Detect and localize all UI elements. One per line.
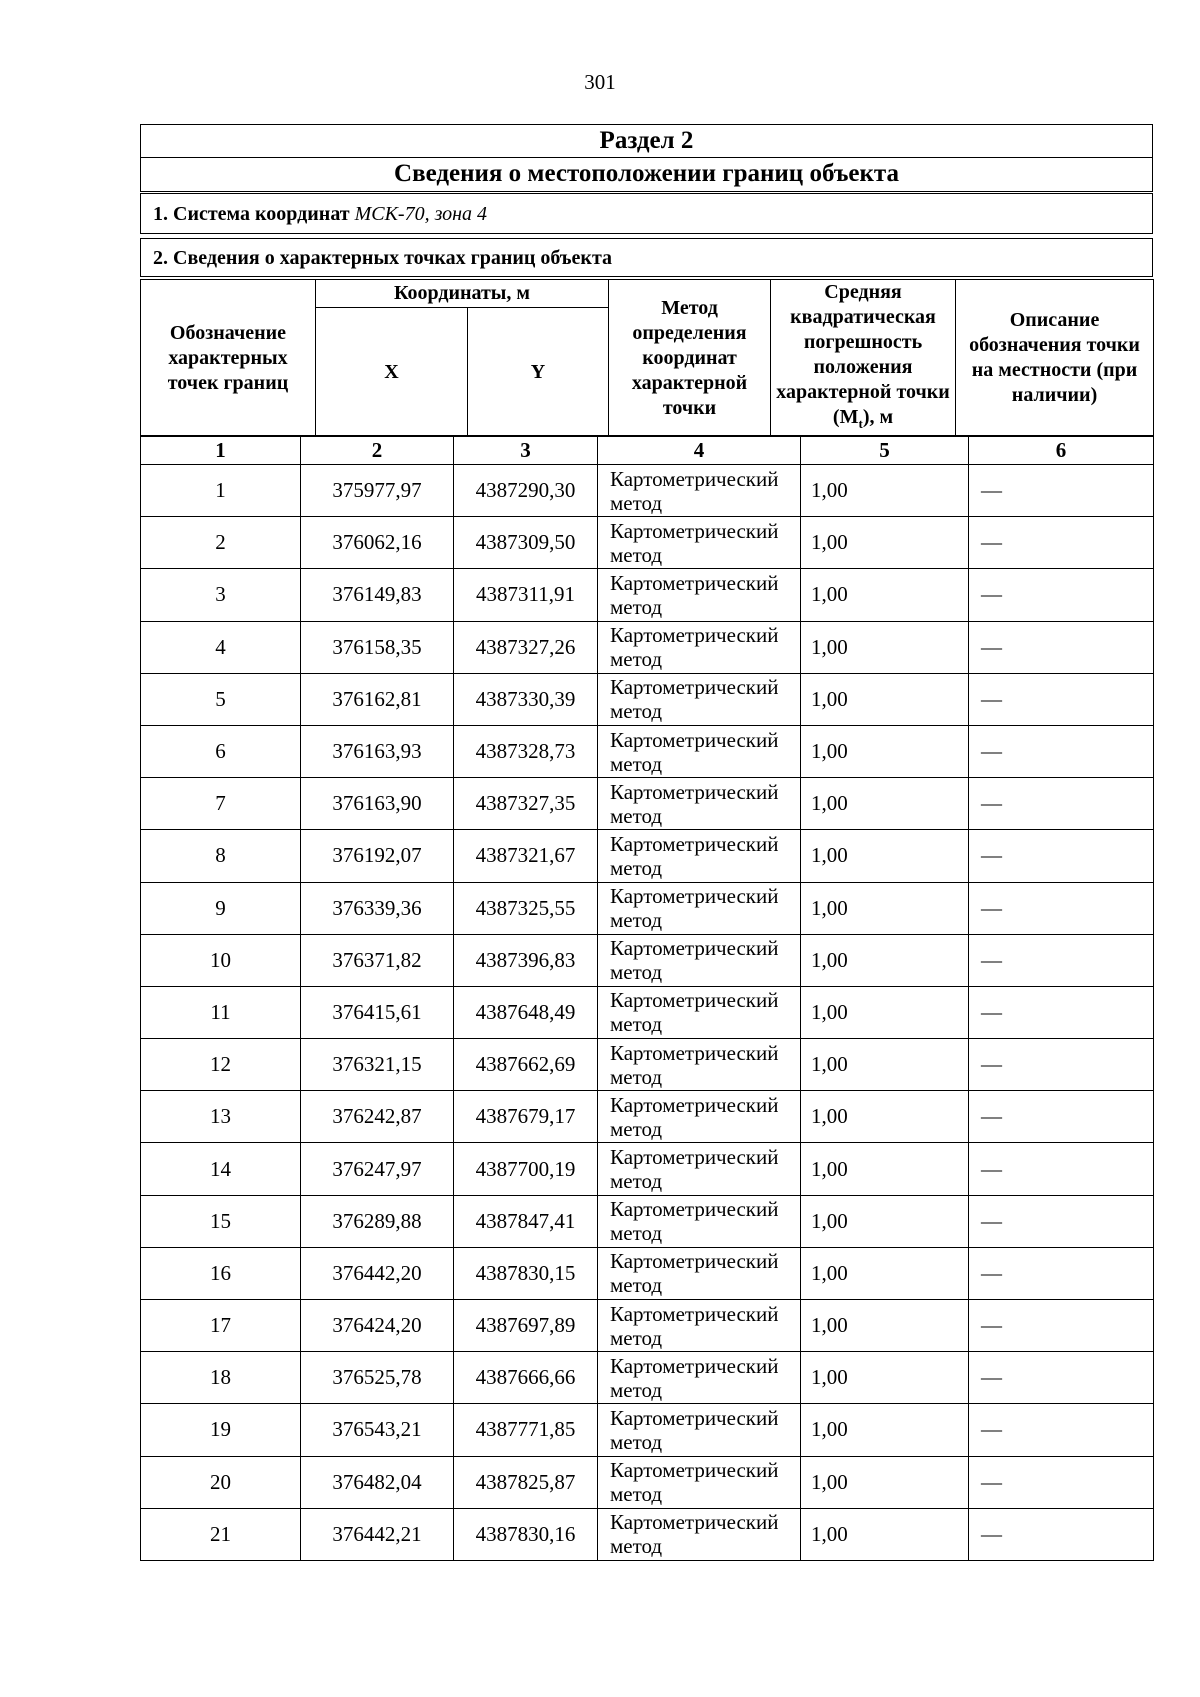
method: Картометрический метод bbox=[598, 934, 801, 986]
point-description: — bbox=[969, 517, 1154, 569]
point-number: 3 bbox=[141, 569, 301, 621]
point-description: — bbox=[969, 778, 1154, 830]
table-row bbox=[141, 725, 1154, 777]
point-description: — bbox=[969, 1456, 1154, 1508]
coord-x: 376062,16 bbox=[301, 517, 454, 569]
table-row bbox=[141, 465, 1154, 517]
page-number: 301 bbox=[584, 70, 616, 94]
point-number: 12 bbox=[141, 1039, 301, 1091]
section-subtitle: Сведения о местоположении границ объекта bbox=[140, 158, 1153, 192]
coord-x: 376242,87 bbox=[301, 1091, 454, 1143]
method: Картометрический метод bbox=[598, 517, 801, 569]
point-number: 19 bbox=[141, 1404, 301, 1456]
coord-y: 4387327,35 bbox=[454, 778, 598, 830]
method: Картометрический метод bbox=[598, 465, 801, 517]
coord-x: 376442,21 bbox=[301, 1508, 454, 1560]
mean-error: 1,00 bbox=[801, 1456, 969, 1508]
column-number-row bbox=[141, 436, 1154, 465]
coord-y: 4387396,83 bbox=[454, 934, 598, 986]
point-description: — bbox=[969, 1195, 1154, 1247]
coord-y: 4387700,19 bbox=[454, 1143, 598, 1195]
table-row bbox=[141, 1456, 1154, 1508]
mean-error: 1,00 bbox=[801, 986, 969, 1038]
coord-x: 376163,93 bbox=[301, 725, 454, 777]
point-number: 2 bbox=[141, 517, 301, 569]
coord-y: 4387325,55 bbox=[454, 882, 598, 934]
method: Картометрический метод bbox=[598, 1508, 801, 1560]
mean-error: 1,00 bbox=[801, 1195, 969, 1247]
point-number: 11 bbox=[141, 986, 301, 1038]
mean-error: 1,00 bbox=[801, 621, 969, 673]
table-row bbox=[141, 1508, 1154, 1560]
coord-x: 376162,81 bbox=[301, 673, 454, 725]
coord-x: 376149,83 bbox=[301, 569, 454, 621]
coord-system-label: 1. Система координат bbox=[153, 203, 350, 225]
table-row bbox=[141, 986, 1154, 1038]
point-description: — bbox=[969, 725, 1154, 777]
mean-error: 1,00 bbox=[801, 1143, 969, 1195]
coord-y: 4387311,91 bbox=[454, 569, 598, 621]
coord-y: 4387847,41 bbox=[454, 1195, 598, 1247]
method: Картометрический метод bbox=[598, 1195, 801, 1247]
point-description: — bbox=[969, 1404, 1154, 1456]
mean-error: 1,00 bbox=[801, 1352, 969, 1404]
column-number: 1 bbox=[141, 436, 301, 465]
column-number: 4 bbox=[598, 436, 801, 465]
point-number: 17 bbox=[141, 1300, 301, 1352]
coord-x: 376289,88 bbox=[301, 1195, 454, 1247]
point-description: — bbox=[969, 882, 1154, 934]
mean-error: 1,00 bbox=[801, 725, 969, 777]
mean-error: 1,00 bbox=[801, 673, 969, 725]
method: Картометрический метод bbox=[598, 1143, 801, 1195]
mean-error: 1,00 bbox=[801, 1508, 969, 1560]
table-row bbox=[141, 778, 1154, 830]
coord-x: 376321,15 bbox=[301, 1039, 454, 1091]
header-error-tail: ), м bbox=[862, 406, 894, 428]
point-description: — bbox=[969, 1091, 1154, 1143]
coord-y: 4387825,87 bbox=[454, 1456, 598, 1508]
point-number: 1 bbox=[141, 465, 301, 517]
point-description: — bbox=[969, 569, 1154, 621]
point-number: 9 bbox=[141, 882, 301, 934]
method: Картометрический метод bbox=[598, 1091, 801, 1143]
table-row bbox=[141, 1039, 1154, 1091]
column-number: 2 bbox=[301, 436, 454, 465]
mean-error: 1,00 bbox=[801, 569, 969, 621]
point-description: — bbox=[969, 465, 1154, 517]
point-number: 20 bbox=[141, 1456, 301, 1508]
header-description: Описание обозначения точки на местности (при наличии) bbox=[956, 280, 1154, 437]
table-row bbox=[141, 621, 1154, 673]
header-error bbox=[771, 280, 956, 437]
coord-x: 376525,78 bbox=[301, 1352, 454, 1404]
coord-y: 4387309,50 bbox=[454, 517, 598, 569]
point-description: — bbox=[969, 621, 1154, 673]
table-row bbox=[141, 882, 1154, 934]
mean-error: 1,00 bbox=[801, 882, 969, 934]
coord-x: 376339,36 bbox=[301, 882, 454, 934]
table-row bbox=[141, 517, 1154, 569]
table-row bbox=[141, 673, 1154, 725]
table-row bbox=[141, 1195, 1154, 1247]
point-description: — bbox=[969, 1352, 1154, 1404]
header-method: Метод определения координат характерной точки bbox=[609, 280, 771, 437]
header-error-main: Средняя квадратическая погрешность положения характерной точки (M bbox=[776, 281, 950, 428]
coord-x: 376482,04 bbox=[301, 1456, 454, 1508]
method: Картометрический метод bbox=[598, 569, 801, 621]
mean-error: 1,00 bbox=[801, 517, 969, 569]
method: Картометрический метод bbox=[598, 1352, 801, 1404]
coord-y: 4387662,69 bbox=[454, 1039, 598, 1091]
point-description: — bbox=[969, 673, 1154, 725]
mean-error: 1,00 bbox=[801, 1091, 969, 1143]
column-number: 6 bbox=[969, 436, 1154, 465]
table-row bbox=[141, 1143, 1154, 1195]
point-description: — bbox=[969, 1039, 1154, 1091]
coord-y: 4387321,67 bbox=[454, 830, 598, 882]
coord-y: 4387679,17 bbox=[454, 1091, 598, 1143]
table-row bbox=[141, 569, 1154, 621]
coord-x: 376163,90 bbox=[301, 778, 454, 830]
coord-system-line bbox=[140, 193, 1153, 234]
coord-x: 376442,20 bbox=[301, 1247, 454, 1299]
point-number: 7 bbox=[141, 778, 301, 830]
mean-error: 1,00 bbox=[801, 1039, 969, 1091]
table-row bbox=[141, 1404, 1154, 1456]
header-designation: Обозначение характерных точек границ bbox=[141, 280, 316, 437]
point-number: 21 bbox=[141, 1508, 301, 1560]
method: Картометрический метод bbox=[598, 1404, 801, 1456]
point-description: — bbox=[969, 1247, 1154, 1299]
coord-y: 4387697,89 bbox=[454, 1300, 598, 1352]
method: Картометрический метод bbox=[598, 830, 801, 882]
table-row bbox=[141, 1091, 1154, 1143]
coord-x: 375977,97 bbox=[301, 465, 454, 517]
method: Картометрический метод bbox=[598, 778, 801, 830]
point-description: — bbox=[969, 986, 1154, 1038]
table-row bbox=[141, 1247, 1154, 1299]
mean-error: 1,00 bbox=[801, 1247, 969, 1299]
points-table bbox=[140, 435, 1154, 1561]
header-y: Y bbox=[468, 308, 609, 437]
method: Картометрический метод bbox=[598, 986, 801, 1038]
mean-error: 1,00 bbox=[801, 830, 969, 882]
method: Картометрический метод bbox=[598, 1039, 801, 1091]
point-number: 13 bbox=[141, 1091, 301, 1143]
coord-x: 376192,07 bbox=[301, 830, 454, 882]
column-number: 3 bbox=[454, 436, 598, 465]
point-description: — bbox=[969, 830, 1154, 882]
point-number: 4 bbox=[141, 621, 301, 673]
method: Картометрический метод bbox=[598, 882, 801, 934]
table-row bbox=[141, 1352, 1154, 1404]
method: Картометрический метод bbox=[598, 673, 801, 725]
coord-y: 4387327,26 bbox=[454, 621, 598, 673]
coord-y: 4387830,16 bbox=[454, 1508, 598, 1560]
mean-error: 1,00 bbox=[801, 934, 969, 986]
header-x: X bbox=[316, 308, 468, 437]
header-error-sub: t bbox=[858, 416, 863, 431]
point-number: 8 bbox=[141, 830, 301, 882]
method: Картометрический метод bbox=[598, 1300, 801, 1352]
column-number: 5 bbox=[801, 436, 969, 465]
coord-y: 4387830,15 bbox=[454, 1247, 598, 1299]
coord-x: 376247,97 bbox=[301, 1143, 454, 1195]
point-description: — bbox=[969, 1508, 1154, 1560]
point-number: 5 bbox=[141, 673, 301, 725]
coord-x: 376415,61 bbox=[301, 986, 454, 1038]
coord-x: 376158,35 bbox=[301, 621, 454, 673]
points-table-header bbox=[140, 279, 1154, 437]
section-title: Раздел 2 bbox=[140, 124, 1153, 158]
point-description: — bbox=[969, 1143, 1154, 1195]
method: Картометрический метод bbox=[598, 621, 801, 673]
mean-error: 1,00 bbox=[801, 465, 969, 517]
point-number: 14 bbox=[141, 1143, 301, 1195]
coord-y: 4387328,73 bbox=[454, 725, 598, 777]
table-row bbox=[141, 1300, 1154, 1352]
point-number: 18 bbox=[141, 1352, 301, 1404]
mean-error: 1,00 bbox=[801, 1404, 969, 1456]
point-number: 6 bbox=[141, 725, 301, 777]
points-heading: 2. Сведения о характерных точках границ объекта bbox=[140, 238, 1153, 277]
table-row bbox=[141, 934, 1154, 986]
point-description: — bbox=[969, 934, 1154, 986]
coord-y: 4387330,39 bbox=[454, 673, 598, 725]
mean-error: 1,00 bbox=[801, 1300, 969, 1352]
point-number: 15 bbox=[141, 1195, 301, 1247]
coord-y: 4387771,85 bbox=[454, 1404, 598, 1456]
coord-y: 4387648,49 bbox=[454, 986, 598, 1038]
point-number: 16 bbox=[141, 1247, 301, 1299]
header-coordinates: Координаты, м bbox=[316, 280, 609, 308]
coord-x: 376543,21 bbox=[301, 1404, 454, 1456]
coord-y: 4387290,30 bbox=[454, 465, 598, 517]
method: Картометрический метод bbox=[598, 1456, 801, 1508]
point-description: — bbox=[969, 1300, 1154, 1352]
table-row bbox=[141, 830, 1154, 882]
method: Картометрический метод bbox=[598, 1247, 801, 1299]
coord-x: 376371,82 bbox=[301, 934, 454, 986]
point-number: 10 bbox=[141, 934, 301, 986]
coord-system-value: МСК-70, зона 4 bbox=[354, 203, 488, 225]
coord-x: 376424,20 bbox=[301, 1300, 454, 1352]
coord-y: 4387666,66 bbox=[454, 1352, 598, 1404]
method: Картометрический метод bbox=[598, 725, 801, 777]
mean-error: 1,00 bbox=[801, 778, 969, 830]
